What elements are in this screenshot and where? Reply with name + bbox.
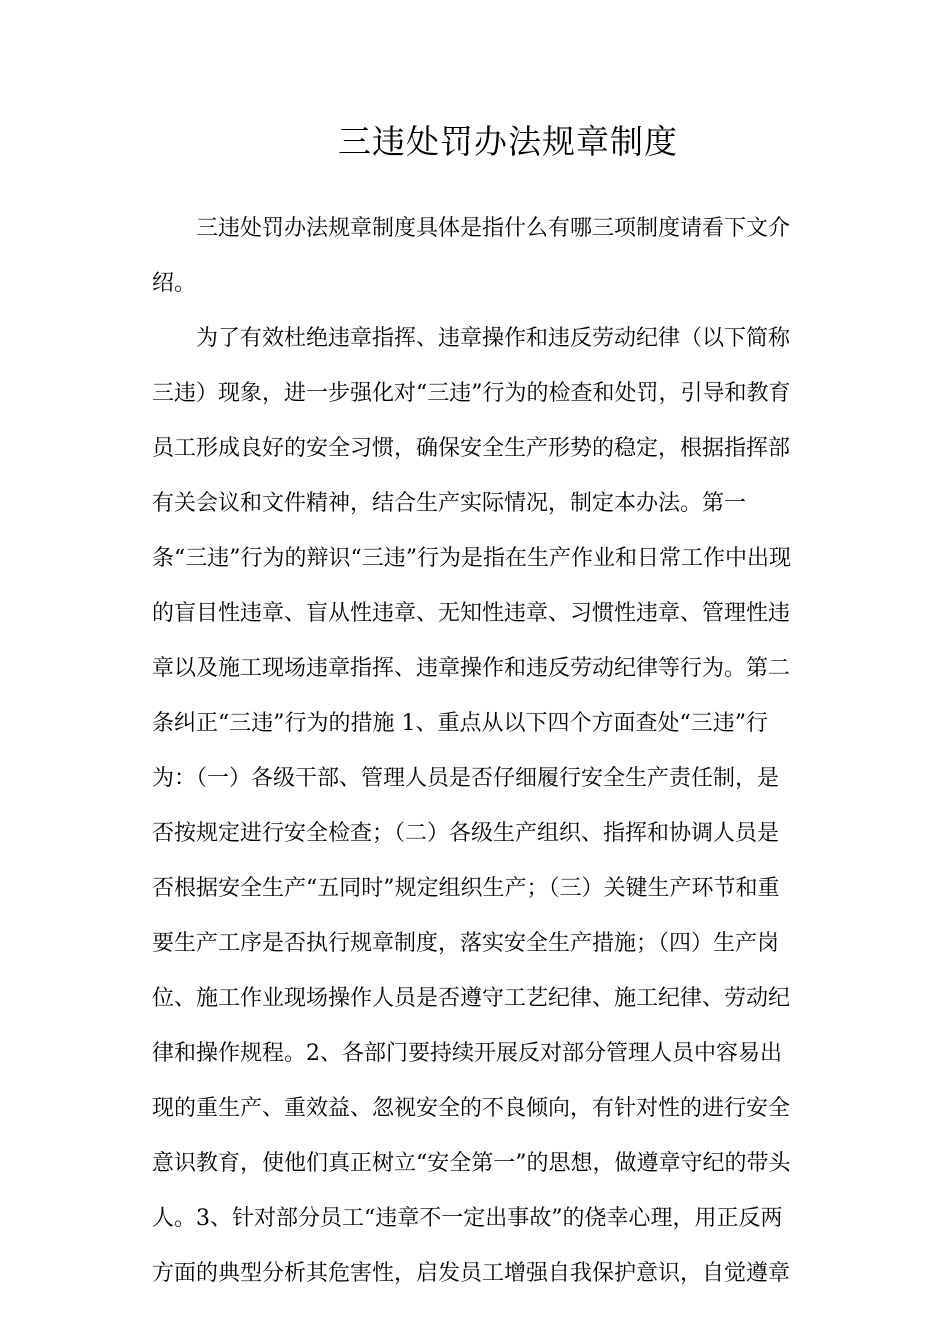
paragraph-line: 三违）现象，进一步强化对“三违”行为的检查和处罚，引导和教育 <box>152 381 791 406</box>
paragraph-line: 律和操作规程。2、各部门要持续开展反对部分管理人员中容易出 <box>152 1041 782 1066</box>
paragraph-line: 的盲目性违章、盲从性违章、无知性违章、习惯性违章、管理性违 <box>152 601 791 626</box>
paragraph-line: 绍。 <box>152 271 197 296</box>
paragraph-line: 方面的典型分析其危害性，启发员工增强自我保护意识，自觉遵章 <box>152 1261 791 1286</box>
paragraph-line: 意识教育，使他们真正树立“安全第一”的思想，做遵章守纪的带头 <box>152 1151 791 1176</box>
paragraph-line: 条纠正“三违”行为的措施 1、重点从以下四个方面查处“三违”行 <box>152 711 768 736</box>
paragraph-line: 位、施工作业现场操作人员是否遵守工艺纪律、施工纪律、劳动纪 <box>152 986 791 1011</box>
paragraph-line: 要生产工序是否执行规章制度，落实安全生产措施；（四）生产岗 <box>152 931 780 956</box>
document-body <box>152 201 806 1301</box>
paragraph-line: 有关会议和文件精神，结合生产实际情况，制定本办法。第一 <box>152 491 747 516</box>
paragraph-line: 为了有效杜绝违章指挥、违章操作和违反劳动纪律（以下简称 <box>196 326 791 351</box>
paragraph-line: 员工形成良好的安全习惯，确保安全生产形势的稳定，根据指挥部 <box>152 436 791 461</box>
paragraph-line: 否根据安全生产“五同时”规定组织生产；（三）关键生产环节和重 <box>152 876 780 901</box>
paragraph-line: 为：（一）各级干部、管理人员是否仔细履行安全生产责任制，是 <box>152 766 780 791</box>
paragraph-line: 条“三违”行为的辩识“三违”行为是指在生产作业和日常工作中出现 <box>152 546 791 571</box>
paragraph-line: 人。3、针对部分员工“违章不一定出事故”的侥幸心理，用正反两 <box>152 1206 783 1231</box>
paragraph-line: 否按规定进行安全检查；（二）各级生产组织、指挥和协调人员是 <box>152 821 780 846</box>
paragraph-line: 章以及施工现场违章指挥、违章操作和违反劳动纪律等行为。第二 <box>152 656 791 681</box>
paragraph-line: 三违处罚办法规章制度具体是指什么有哪三项制度请看下文介 <box>196 216 791 241</box>
document-title: 三违处罚办法规章制度 <box>338 122 678 161</box>
paragraph-line: 现的重生产、重效益、忽视安全的不良倾向，有针对性的进行安全 <box>152 1096 791 1121</box>
